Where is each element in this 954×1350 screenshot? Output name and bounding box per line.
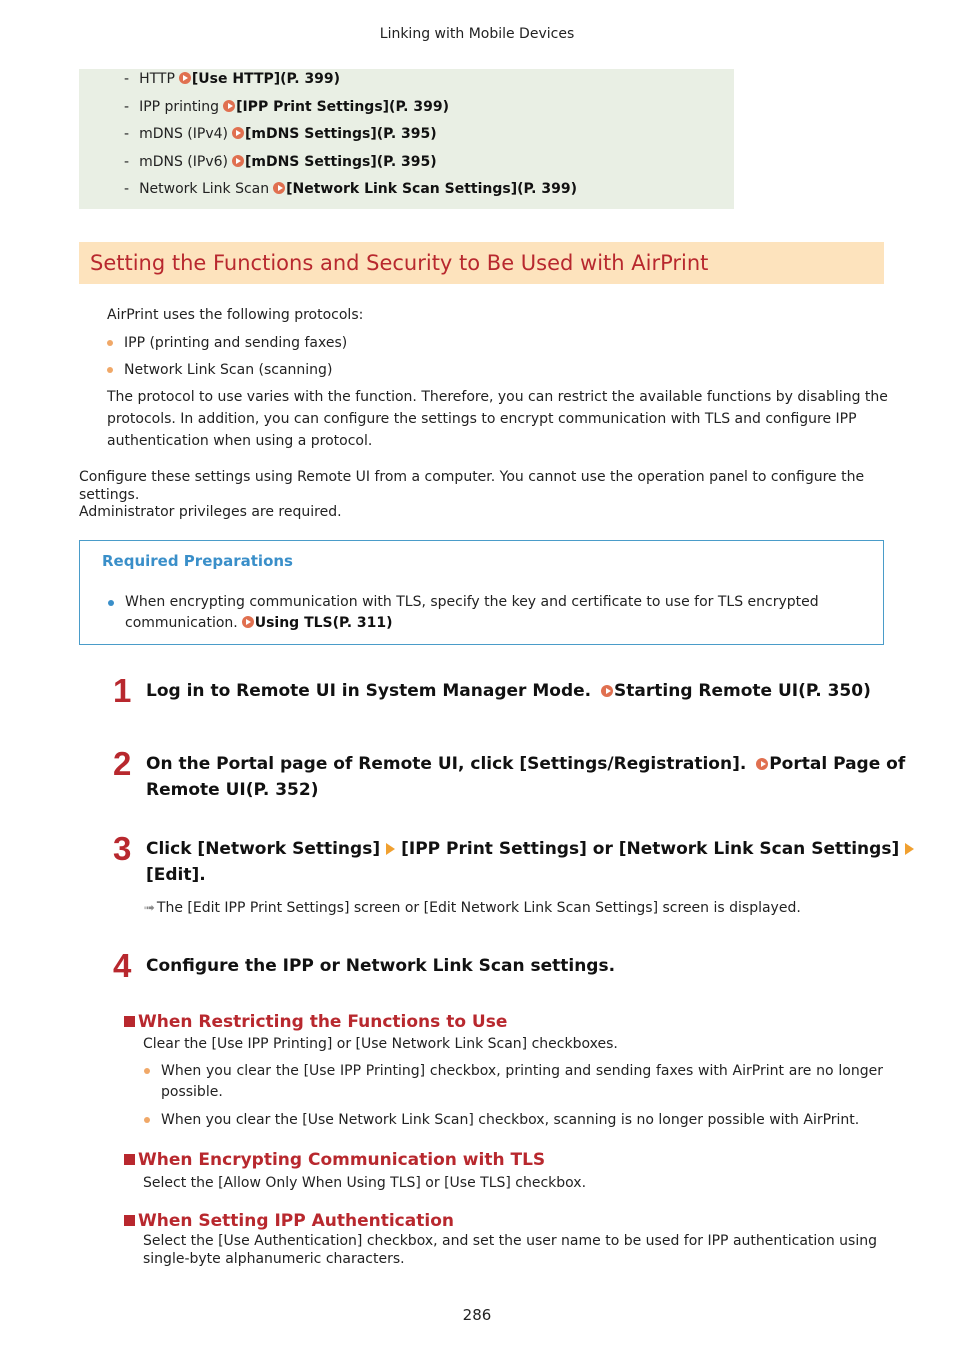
- protocol-bullet: Network Link Scan (scanning): [124, 359, 332, 381]
- link-arrow-icon: [232, 155, 244, 167]
- subsection-body-line: Select the [Use Authentication] checkbox, and set the user name to be used for IPP authentication using: [143, 1233, 877, 1249]
- subsection-heading: When Encrypting Communication with TLS: [124, 1150, 545, 1170]
- step-number: 1: [113, 672, 132, 709]
- section-title: Setting the Functions and Security to Be Used with AirPrint: [90, 251, 709, 275]
- menu-path-arrow-icon: [905, 843, 914, 855]
- subsection-bullet-line: When you clear the [Use IPP Printing] checkbox, printing and sending faxes with AirPrint are no longer: [161, 1060, 883, 1082]
- heading-square-icon: [124, 1016, 135, 1027]
- link-arrow-icon: [179, 72, 191, 84]
- step-number: 4: [113, 947, 132, 984]
- description-line: The protocol to use varies with the function. Therefore, you can restrict the available functions by disabling the: [107, 389, 888, 405]
- list-item: - HTTP [Use HTTP](P. 399): [124, 71, 341, 87]
- description-line: authentication when using a protocol.: [107, 433, 373, 449]
- protocol-settings-box: [79, 69, 734, 209]
- cross-reference-link[interactable]: [mDNS Settings](P. 395): [244, 126, 437, 142]
- link-arrow-icon: [232, 127, 244, 139]
- configure-note-line: settings.: [79, 487, 140, 503]
- cross-reference-link[interactable]: Starting Remote UI(P. 350): [614, 681, 871, 701]
- cross-reference-link[interactable]: [mDNS Settings](P. 395): [244, 153, 437, 170]
- step-instruction: On the Portal page of Remote UI, click [Settings/Registration]. Portal Page of: [146, 754, 906, 774]
- heading-square-icon: [124, 1154, 135, 1165]
- result-arrow-icon: ➟: [144, 901, 155, 916]
- cross-reference-link[interactable]: [IPP Print Settings](P. 399): [236, 98, 449, 115]
- configure-note-line: Configure these settings using Remote UI from a computer. You cannot use the operation panel to configure the: [79, 469, 865, 485]
- intro-text: AirPrint uses the following protocols:: [107, 307, 364, 323]
- cross-reference-link[interactable]: Remote UI(P. 352): [146, 780, 319, 800]
- cross-reference-link[interactable]: [Network Link Scan Settings](P. 399): [286, 181, 577, 197]
- list-item: - mDNS (IPv6) [mDNS Settings](P. 395): [124, 153, 437, 170]
- subsection-heading: When Setting IPP Authentication: [124, 1211, 454, 1231]
- page-number: 286: [462, 1306, 492, 1324]
- list-item: - IPP printing [IPP Print Settings](P. 399): [124, 98, 449, 115]
- list-item: - Network Link Scan [Network Link Scan Settings](P. 399): [124, 181, 577, 197]
- step-instruction: Log in to Remote UI in System Manager Mode. Starting Remote UI(P. 350): [146, 681, 871, 701]
- step-instruction-continued: [Edit].: [146, 865, 206, 885]
- subsection-body-line: single-byte alphanumeric characters.: [143, 1251, 405, 1267]
- step-number: 3: [113, 830, 132, 867]
- menu-path-arrow-icon: [386, 843, 395, 855]
- step-result: ➟ The [Edit IPP Print Settings] screen or [Edit Network Link Scan Settings] screen is displayed.: [144, 900, 801, 916]
- link-arrow-icon: [756, 758, 768, 770]
- list-item: - mDNS (IPv4) [mDNS Settings](P. 395): [124, 126, 437, 142]
- subsection-heading: When Restricting the Functions to Use: [124, 1012, 507, 1032]
- cross-reference-link[interactable]: [Use HTTP](P. 399): [191, 71, 341, 87]
- heading-square-icon: [124, 1215, 135, 1226]
- cross-reference-link[interactable]: Portal Page of: [769, 754, 906, 774]
- subsection-body: Clear the [Use IPP Printing] or [Use Network Link Scan] checkboxes.: [143, 1036, 618, 1052]
- step-instruction: Configure the IPP or Network Link Scan settings.: [146, 956, 616, 976]
- description-line: protocols. In addition, you can configure the settings to encrypt communication with TLS and configure IPP: [107, 411, 857, 427]
- link-arrow-icon: [273, 182, 285, 194]
- required-preparations-box: [79, 540, 884, 645]
- preparations-title: Required Preparations: [102, 552, 293, 570]
- preparation-item-line: When encrypting communication with TLS, specify the key and certificate to use for TLS encrypted: [125, 592, 819, 613]
- protocol-bullet: IPP (printing and sending faxes): [124, 332, 347, 354]
- link-arrow-icon: [601, 685, 613, 697]
- section-header: [79, 242, 884, 284]
- subsection-bullet-line: possible.: [161, 1084, 223, 1100]
- protocol-list: [124, 71, 577, 209]
- cross-reference-link[interactable]: Using TLS(P. 311): [254, 615, 393, 631]
- step-instruction: Click [Network Settings] [IPP Print Settings] or [Network Link Scan Settings]: [146, 836, 920, 862]
- subsection-body: Select the [Allow Only When Using TLS] or [Use TLS] checkbox.: [143, 1175, 587, 1191]
- link-arrow-icon: [242, 616, 254, 628]
- running-header: Linking with Mobile Devices: [379, 26, 575, 42]
- subsection-bullet: When you clear the [Use Network Link Scan] checkbox, scanning is no longer possible with AirPrint.: [161, 1109, 859, 1131]
- preparation-item-line: communication. Using TLS(P. 311): [125, 615, 393, 631]
- link-arrow-icon: [223, 100, 235, 112]
- step-number: 2: [113, 745, 132, 782]
- admin-note: Administrator privileges are required.: [79, 504, 342, 520]
